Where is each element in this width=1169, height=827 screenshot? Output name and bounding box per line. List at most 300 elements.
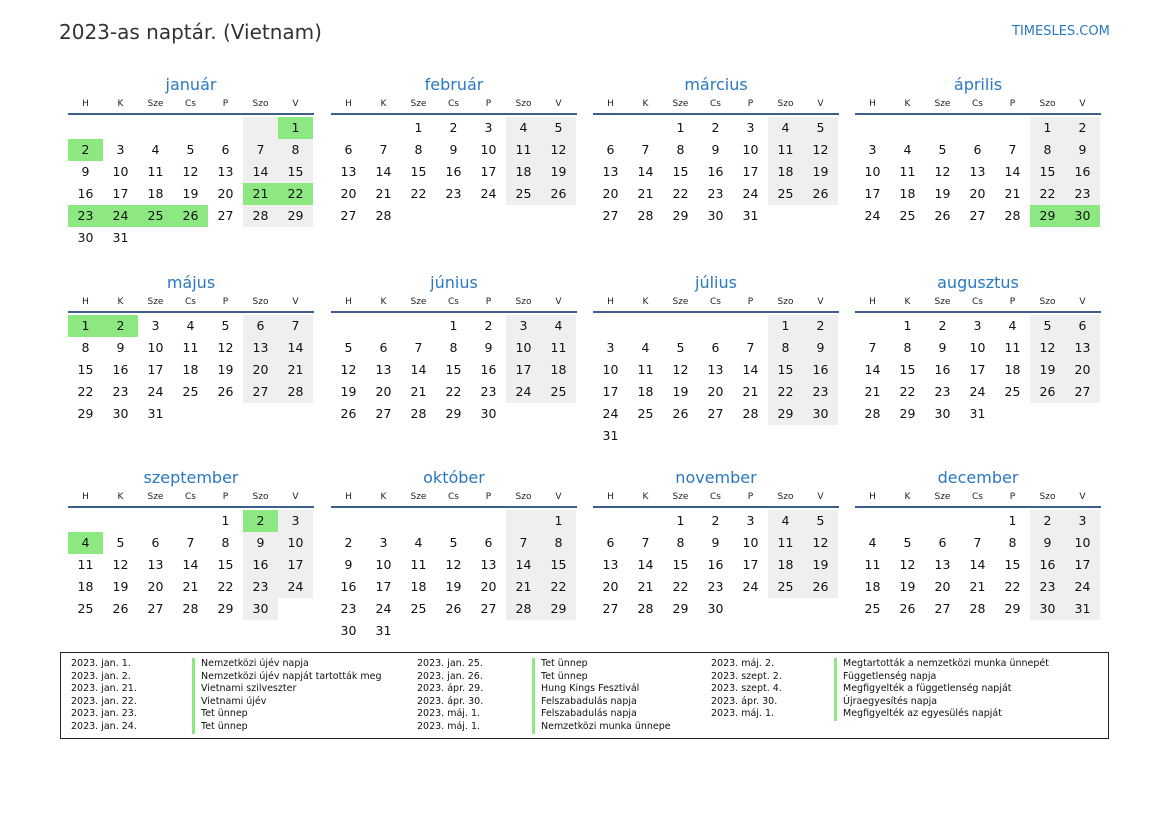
weekday-label: K: [117, 297, 124, 307]
day-cell: 30: [1030, 598, 1065, 620]
day-cell: 5: [803, 117, 838, 139]
weekday-label: Cs: [972, 492, 983, 502]
empty-cell: [366, 117, 401, 139]
day-cell: 23: [112, 384, 129, 399]
empty-cell: [855, 315, 890, 337]
day-cell: 4: [903, 142, 912, 157]
day-cell: 3: [379, 535, 388, 550]
empty-cell: [960, 510, 995, 532]
day-cell: 27: [707, 406, 724, 421]
empty-cell: [243, 117, 278, 139]
month-name: december: [937, 468, 1019, 487]
holiday-list: [60, 652, 1109, 739]
month-block: [855, 74, 1101, 227]
weekday-label: V: [1079, 297, 1086, 307]
weekday-label: Szo: [515, 492, 532, 502]
holiday-date: 2023. jan. 24.: [71, 720, 137, 732]
day-cell: 9: [116, 340, 125, 355]
day-cell: 23: [340, 601, 357, 616]
empty-cell: [68, 510, 103, 532]
month-name: október: [423, 468, 485, 487]
day-cell: 6: [938, 535, 947, 550]
day-cell: 1: [1008, 513, 1017, 528]
day-cell: 15: [410, 164, 427, 179]
day-cell: 8: [768, 337, 803, 359]
day-cell: 14: [1004, 164, 1021, 179]
day-cell: 17: [742, 164, 759, 179]
day-cell: 29: [77, 406, 94, 421]
day-cell: 21: [742, 384, 759, 399]
day-cell: 19: [112, 579, 129, 594]
day-cell: 28: [637, 208, 654, 223]
day-cell: 24: [1065, 576, 1100, 598]
day-cell: 8: [81, 340, 90, 355]
weekday-header: [68, 491, 314, 508]
day-cell: 14: [969, 557, 986, 572]
day-cell: 1: [676, 513, 685, 528]
day-cell: 2: [103, 315, 138, 337]
day-cell: 25: [768, 576, 803, 598]
day-cell: 23: [934, 384, 951, 399]
weekday-label: V: [817, 297, 824, 307]
day-grid: [855, 117, 1101, 227]
day-cell: 20: [934, 579, 951, 594]
day-cell: 10: [742, 535, 759, 550]
day-cell: 1: [541, 510, 576, 532]
day-cell: 4: [541, 315, 576, 337]
day-cell: 28: [637, 601, 654, 616]
day-cell: 5: [1030, 315, 1065, 337]
day-cell: 17: [112, 186, 129, 201]
weekday-label: Sze: [147, 492, 164, 502]
day-cell: 30: [707, 208, 724, 223]
day-cell: 11: [1004, 340, 1021, 355]
weekday-label: K: [904, 99, 911, 109]
day-cell: 19: [672, 384, 689, 399]
holiday-name: Megfigyelték a függetlenség napját: [834, 683, 1012, 696]
empty-cell: [593, 315, 628, 337]
day-cell: 1: [278, 117, 313, 139]
day-cell: 31: [375, 623, 392, 638]
day-cell: 1: [1030, 117, 1065, 139]
day-cell: 25: [768, 183, 803, 205]
day-cell: 20: [480, 579, 497, 594]
holiday-date: 2023. jan. 22.: [71, 695, 137, 707]
empty-cell: [960, 117, 995, 139]
holiday-date: 2023. ápr. 30.: [417, 695, 484, 707]
day-cell: 11: [768, 532, 803, 554]
day-cell: 7: [278, 315, 313, 337]
day-cell: 30: [112, 406, 129, 421]
day-cell: 12: [672, 362, 689, 377]
day-cell: 30: [480, 406, 497, 421]
holiday-name: Megfigyelték az egyesülés napját: [834, 708, 1002, 721]
day-cell: 29: [445, 406, 462, 421]
day-cell: 13: [147, 557, 164, 572]
day-cell: 27: [375, 406, 392, 421]
day-cell: 7: [1008, 142, 1017, 157]
weekday-header: [331, 98, 577, 115]
day-cell: 2: [711, 513, 720, 528]
day-cell: 22: [77, 384, 94, 399]
day-cell: 11: [541, 337, 576, 359]
empty-cell: [925, 510, 960, 532]
day-cell: 3: [116, 142, 125, 157]
day-cell: 24: [506, 381, 541, 403]
empty-cell: [138, 510, 173, 532]
day-cell: 25: [77, 601, 94, 616]
day-cell: 2: [1030, 510, 1065, 532]
day-cell: 21: [375, 186, 392, 201]
day-cell: 2: [344, 535, 353, 550]
holiday-name: Nemzetközi újév napja: [192, 658, 309, 671]
weekday-label: Sze: [410, 492, 427, 502]
day-cell: 22: [1004, 579, 1021, 594]
day-cell: 24: [103, 205, 138, 227]
day-cell: 18: [864, 579, 881, 594]
day-cell: 6: [1065, 315, 1100, 337]
month-block: [331, 272, 577, 425]
day-cell: 12: [217, 340, 234, 355]
day-cell: 11: [768, 139, 803, 161]
day-cell: 12: [445, 557, 462, 572]
day-cell: 7: [641, 142, 650, 157]
holiday-name: Nemzetközi újév napját tartották meg: [192, 671, 382, 684]
day-cell: 26: [934, 208, 951, 223]
day-cell: 7: [186, 535, 195, 550]
day-cell: 25: [138, 205, 173, 227]
day-cell: 20: [375, 384, 392, 399]
day-cell: 6: [151, 535, 160, 550]
day-cell: 23: [445, 186, 462, 201]
weekday-label: K: [380, 99, 387, 109]
day-cell: 27: [1065, 381, 1100, 403]
day-cell: 27: [147, 601, 164, 616]
weekday-header: [331, 491, 577, 508]
weekday-label: Cs: [972, 99, 983, 109]
day-cell: 23: [707, 186, 724, 201]
day-cell: 13: [375, 362, 392, 377]
day-cell: 14: [278, 337, 313, 359]
day-cell: 20: [707, 384, 724, 399]
empty-cell: [593, 510, 628, 532]
day-cell: 13: [602, 164, 619, 179]
empty-cell: [138, 117, 173, 139]
day-cell: 9: [81, 164, 90, 179]
day-cell: 20: [602, 579, 619, 594]
day-cell: 8: [1008, 535, 1017, 550]
holiday-name: Függetlenség napja: [834, 671, 936, 684]
day-cell: 2: [938, 318, 947, 333]
empty-cell: [593, 117, 628, 139]
day-cell: 24: [742, 579, 759, 594]
weekday-label: P: [1009, 297, 1016, 307]
day-cell: 27: [480, 601, 497, 616]
holiday-name: Megtartották a nemzetközi munka ünnepét: [834, 658, 1049, 671]
weekday-header: [593, 491, 839, 508]
day-cell: 18: [147, 186, 164, 201]
day-cell: 31: [147, 406, 164, 421]
empty-cell: [855, 510, 890, 532]
day-cell: 3: [484, 120, 493, 135]
day-cell: 2: [803, 315, 838, 337]
site-link[interactable]: TIMESLES.COM: [1012, 24, 1110, 39]
weekday-label: Cs: [185, 492, 196, 502]
day-cell: 8: [221, 535, 230, 550]
weekday-label: V: [555, 492, 562, 502]
day-cell: 13: [340, 164, 357, 179]
weekday-header: [593, 98, 839, 115]
day-cell: 6: [379, 340, 388, 355]
month-name: május: [166, 273, 216, 292]
day-cell: 29: [217, 601, 234, 616]
day-cell: 5: [221, 318, 230, 333]
day-cell: 15: [899, 362, 916, 377]
day-cell: 11: [410, 557, 427, 572]
day-cell: 3: [746, 120, 755, 135]
holiday-date: 2023. máj. 1.: [711, 708, 775, 720]
day-cell: 14: [243, 161, 278, 183]
day-cell: 21: [182, 579, 199, 594]
day-cell: 1: [414, 120, 423, 135]
weekday-label: V: [817, 492, 824, 502]
month-name: január: [165, 75, 217, 94]
day-cell: 16: [1030, 554, 1065, 576]
day-cell: 14: [410, 362, 427, 377]
day-grid: [68, 117, 314, 249]
day-cell: 16: [803, 359, 838, 381]
weekday-label: P: [747, 297, 754, 307]
month-block: [855, 272, 1101, 425]
weekday-label: Cs: [448, 99, 459, 109]
weekday-label: Sze: [934, 492, 951, 502]
day-cell: 22: [899, 384, 916, 399]
day-cell: 7: [973, 535, 982, 550]
holiday-name: Tet ünnep: [192, 708, 248, 721]
day-cell: 12: [803, 532, 838, 554]
day-cell: 19: [803, 554, 838, 576]
day-cell: 3: [278, 510, 313, 532]
empty-cell: [68, 117, 103, 139]
day-grid: [855, 315, 1101, 425]
day-cell: 8: [676, 535, 685, 550]
day-cell: 12: [1030, 337, 1065, 359]
weekday-label: K: [117, 99, 124, 109]
day-cell: 19: [803, 161, 838, 183]
holiday-name: Tet ünnep: [532, 671, 588, 684]
day-cell: 12: [899, 557, 916, 572]
day-cell: 19: [182, 186, 199, 201]
day-grid: [593, 117, 839, 227]
day-cell: 26: [541, 183, 576, 205]
day-grid: [593, 315, 839, 447]
day-cell: 16: [445, 164, 462, 179]
day-cell: 27: [969, 208, 986, 223]
day-cell: 1: [768, 315, 803, 337]
day-cell: 1: [68, 315, 103, 337]
day-cell: 29: [1004, 601, 1021, 616]
day-cell: 5: [186, 142, 195, 157]
weekday-label: Sze: [147, 99, 164, 109]
weekday-label: Szo: [515, 297, 532, 307]
day-cell: 2: [243, 510, 278, 532]
weekday-label: Sze: [147, 297, 164, 307]
day-cell: 17: [742, 557, 759, 572]
day-cell: 17: [480, 164, 497, 179]
month-block: [593, 467, 839, 620]
day-cell: 12: [934, 164, 951, 179]
day-cell: 17: [506, 359, 541, 381]
day-cell: 15: [77, 362, 94, 377]
day-cell: 15: [672, 557, 689, 572]
day-cell: 5: [803, 510, 838, 532]
day-cell: 21: [969, 579, 986, 594]
day-cell: 11: [506, 139, 541, 161]
day-cell: 15: [1004, 557, 1021, 572]
weekday-label: P: [485, 99, 492, 109]
weekday-label: V: [555, 99, 562, 109]
day-cell: 20: [602, 186, 619, 201]
day-cell: 5: [449, 535, 458, 550]
weekday-label: H: [345, 492, 352, 502]
empty-cell: [331, 117, 366, 139]
day-cell: 19: [541, 161, 576, 183]
day-cell: 21: [410, 384, 427, 399]
day-cell: 10: [147, 340, 164, 355]
empty-cell: [103, 510, 138, 532]
day-cell: 22: [217, 579, 234, 594]
day-cell: 23: [1030, 576, 1065, 598]
day-cell: 4: [186, 318, 195, 333]
day-cell: 18: [768, 161, 803, 183]
day-cell: 19: [899, 579, 916, 594]
day-cell: 22: [672, 579, 689, 594]
day-cell: 23: [1065, 183, 1100, 205]
holiday-date: 2023. jan. 26.: [417, 670, 483, 682]
day-cell: 19: [340, 384, 357, 399]
weekday-label: Cs: [185, 99, 196, 109]
month-block: [68, 467, 314, 620]
weekday-label: Szo: [777, 99, 794, 109]
day-cell: 8: [278, 139, 313, 161]
empty-cell: [733, 315, 768, 337]
weekday-label: Sze: [934, 99, 951, 109]
day-cell: 28: [182, 601, 199, 616]
day-cell: 18: [77, 579, 94, 594]
day-cell: 13: [217, 164, 234, 179]
day-cell: 14: [637, 164, 654, 179]
day-cell: 9: [1065, 139, 1100, 161]
day-cell: 6: [484, 535, 493, 550]
day-cell: 28: [278, 381, 313, 403]
holiday-name: Tet ünnep: [192, 721, 248, 734]
day-cell: 20: [243, 359, 278, 381]
day-cell: 9: [344, 557, 353, 572]
day-cell: 22: [672, 186, 689, 201]
day-cell: 3: [151, 318, 160, 333]
day-cell: 2: [711, 120, 720, 135]
weekday-label: H: [869, 297, 876, 307]
day-cell: 29: [672, 208, 689, 223]
month-block: [331, 467, 577, 642]
day-cell: 15: [672, 164, 689, 179]
day-cell: 14: [864, 362, 881, 377]
day-cell: 25: [182, 384, 199, 399]
day-cell: 7: [243, 139, 278, 161]
day-cell: 31: [112, 230, 129, 245]
day-cell: 26: [899, 601, 916, 616]
weekday-label: P: [485, 297, 492, 307]
day-cell: 13: [602, 557, 619, 572]
holiday-date: 2023. jan. 25.: [417, 658, 483, 669]
day-cell: 20: [217, 186, 234, 201]
weekday-label: K: [904, 492, 911, 502]
month-name: március: [684, 75, 748, 94]
day-cell: 26: [1030, 381, 1065, 403]
month-name: szeptember: [143, 468, 239, 487]
day-cell: 16: [77, 186, 94, 201]
day-cell: 26: [173, 205, 208, 227]
day-cell: 13: [934, 557, 951, 572]
day-cell: 6: [606, 142, 615, 157]
holiday-date: 2023. máj. 1.: [417, 720, 481, 732]
month-name: február: [424, 75, 484, 94]
empty-cell: [471, 510, 506, 532]
day-cell: 30: [707, 601, 724, 616]
weekday-label: H: [607, 492, 614, 502]
day-cell: 7: [506, 532, 541, 554]
day-cell: 25: [506, 183, 541, 205]
weekday-header: [68, 98, 314, 115]
day-cell: 27: [602, 601, 619, 616]
day-cell: 12: [541, 139, 576, 161]
day-cell: 9: [803, 337, 838, 359]
day-grid: [331, 510, 577, 642]
empty-cell: [628, 510, 663, 532]
day-cell: 9: [1030, 532, 1065, 554]
day-cell: 18: [410, 579, 427, 594]
weekday-label: Szo: [777, 492, 794, 502]
weekday-header: [331, 296, 577, 313]
weekday-label: Sze: [672, 99, 689, 109]
day-cell: 18: [899, 186, 916, 201]
day-cell: 22: [278, 183, 313, 205]
day-cell: 6: [344, 142, 353, 157]
holiday-name: Felszabadulás napja: [532, 696, 637, 709]
day-cell: 1: [903, 318, 912, 333]
day-cell: 28: [410, 406, 427, 421]
day-cell: 4: [868, 535, 877, 550]
month-block: [331, 74, 577, 227]
day-cell: 20: [1065, 359, 1100, 381]
day-cell: 18: [1004, 362, 1021, 377]
weekday-header: [855, 491, 1101, 508]
empty-cell: [890, 510, 925, 532]
day-cell: 20: [340, 186, 357, 201]
page-title: 2023-as naptár. (Vietnam): [59, 20, 322, 44]
weekday-label: H: [869, 99, 876, 109]
day-cell: 15: [541, 554, 576, 576]
day-cell: 10: [112, 164, 129, 179]
day-cell: 20: [147, 579, 164, 594]
day-cell: 22: [445, 384, 462, 399]
day-cell: 28: [742, 406, 759, 421]
holiday-date: 2023. jan. 2.: [71, 670, 131, 682]
day-cell: 24: [864, 208, 881, 223]
day-cell: 13: [969, 164, 986, 179]
day-cell: 10: [1065, 532, 1100, 554]
day-cell: 4: [1008, 318, 1017, 333]
